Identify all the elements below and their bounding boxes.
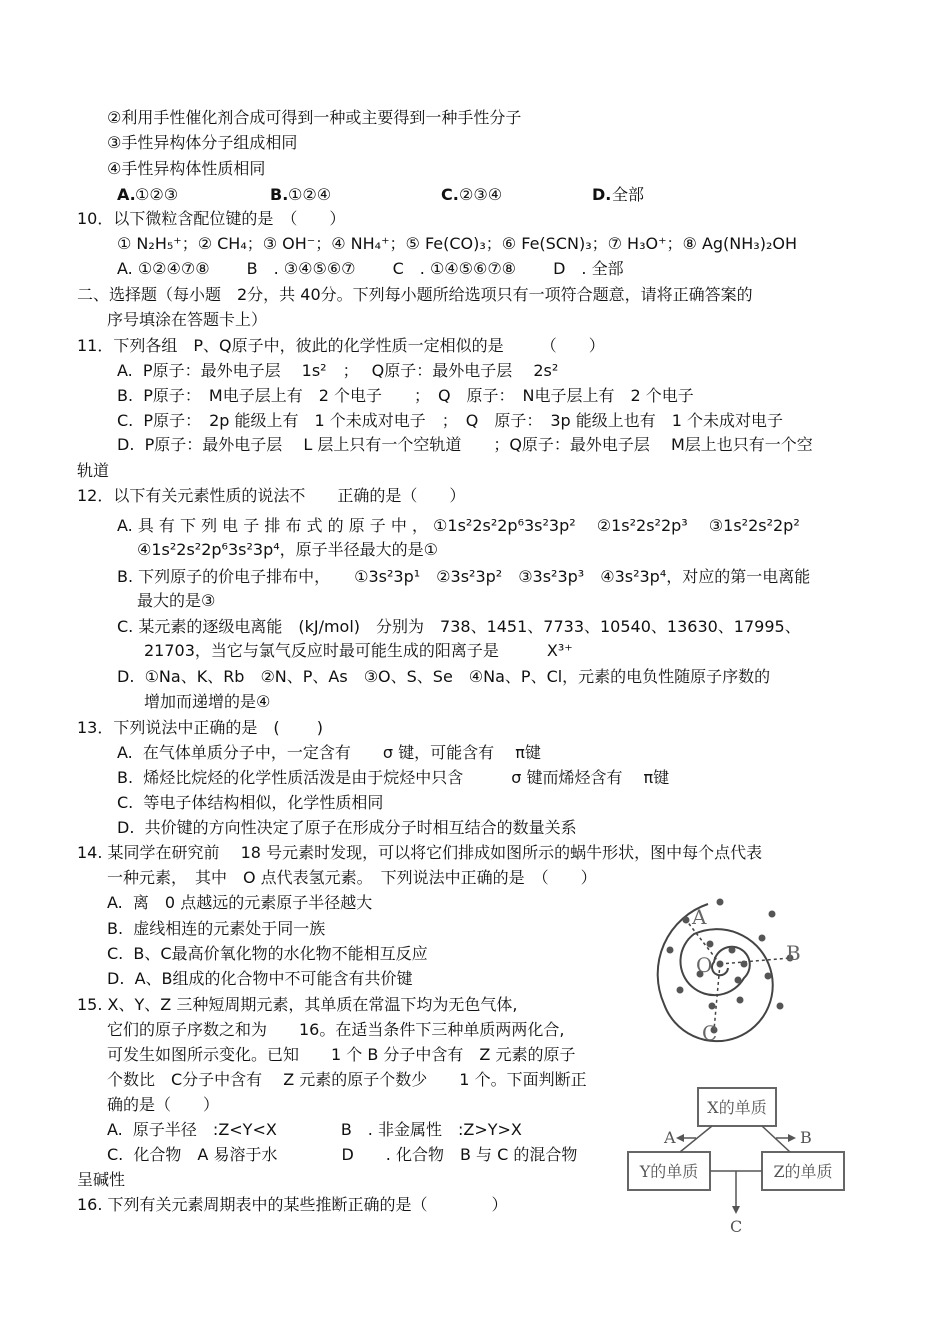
- q10-options: A. ①②④⑦⑧ B . ③④⑤⑥⑦ C . ①④⑤⑥⑦⑧ D . 全部: [117, 259, 624, 278]
- q15-stem: 15. X、Y、Z 三种短周期元素，其单质在常温下均为无色气体,: [77, 995, 518, 1014]
- q13-opt-c: C. 等电子体结构相似，化学性质相同: [117, 793, 384, 812]
- line-x-y: [680, 1126, 712, 1152]
- q9-opt-c: ②③④: [459, 185, 503, 204]
- q14-stem: 14. 某同学在研究前 18 号元素时发现，可以将它们排成如图所示的蜗牛形状，图中每个点代表: [77, 843, 763, 862]
- flow-label-b: B: [800, 1128, 812, 1147]
- q10-stem: 10．以下微粒含配位键的是 （ ）: [77, 209, 346, 228]
- q14-stem-cont: 一种元素， 其中 O 点代表氢元素。 下列说法中正确的是 （ ）: [107, 868, 597, 887]
- q13-opt-d: D. 共价键的方向性决定了原子在形成分子时相互结合的数量关系: [117, 818, 577, 837]
- snail-label-a: A: [692, 905, 707, 929]
- q15-opt-d-cont: 呈碱性: [77, 1170, 126, 1189]
- box-x-label: X的单质: [707, 1098, 767, 1117]
- q9-opt-c-label: C.: [441, 185, 459, 204]
- element-flow-diagram: [620, 1070, 850, 1240]
- q13-stem: 13．下列说法中正确的是 ( ): [77, 718, 323, 737]
- q12-opt-c-cont: 21703，当它与氯气反应时最可能生成的阳离子是 X³⁺: [144, 641, 573, 660]
- box-y-label: Y的单质: [639, 1162, 699, 1181]
- q14-opt-b: B. 虚线相连的元素处于同一族: [107, 919, 326, 938]
- q12-stem: 12．以下有关元素性质的说法不 正确的是（ ）: [77, 486, 466, 505]
- q14-opt-c: C. B、C最高价氧化物的水化物不能相互反应: [107, 944, 428, 963]
- q12-opt-b: B. 下列原子的价电子排布中， ①3s²3p¹ ②3s²3p² ③3s²3p³ ④3s²3p⁴，对应的第一电离能: [117, 567, 811, 586]
- stmt-4: ④手性异构体性质相同: [107, 159, 266, 178]
- q13-opt-b: B. 烯烃比烷烃的化学性质活泼是由于烷烃中只含 σ 键而烯烃含有 π键: [117, 768, 670, 787]
- q15-stem-5: 确的是（ ）: [107, 1095, 220, 1114]
- q15-stem-2: 它们的原子序数之和为 16。在适当条件下三种单质两两化合,: [107, 1020, 565, 1039]
- q12-opt-b-cont: 最大的是③: [137, 591, 216, 610]
- stmt-3: ③手性异构体分子组成相同: [107, 133, 298, 152]
- snail-label-c: C: [702, 1021, 718, 1045]
- stmt-2: ②利用手性催化剂合成可得到一种或主要得到一种手性分子: [107, 108, 522, 127]
- q14-opt-d: D. A、B组成的化合物中不可能含有共价键: [107, 969, 413, 988]
- q9-opt-a: ①②③: [135, 185, 179, 204]
- q10-species: ① N₂H₅⁺；② CH₄；③ OH⁻；④ NH₄⁺；⑤ Fe(CO)₃；⑥ Fe(SCN)₃；⑦ H₃O⁺；⑧ Ag(NH₃)₂OH: [117, 234, 797, 253]
- q11-stem: 11．下列各组 P、Q原子中，彼此的化学性质一定相似的是 （ ）: [77, 336, 605, 355]
- q12-opt-a-cont: ④1s²2s²2p⁶3s²3p⁴，原子半径最大的是①: [137, 540, 438, 559]
- q11-opt-a: A. P原子：最外电子层 1s² ； Q原子：最外电子层 2s²: [117, 361, 559, 380]
- section-2-heading-cont: 序号填涂在答题卡上）: [107, 310, 268, 329]
- q9-opt-d: 全部: [612, 185, 645, 204]
- q12-opt-d: D. ①Na、K、Rb ②N、P、As ③O、S、Se ④Na、P、Cl，元素的电负性随原子序数的: [117, 667, 771, 686]
- q11-opt-b: B. P原子： M电子层上有 2 个电子 ； Q 原子： N电子层上有 2 个电子: [117, 386, 694, 405]
- flow-label-a: A: [664, 1128, 676, 1147]
- q15-stem-4: 个数比 C分子中含有 Z 元素的原子个数少 1 个。下面判断正: [107, 1070, 587, 1089]
- q15-opt-ab: A. 原子半径 :Z<Y<X B . 非金属性 :Z>Y>X: [107, 1120, 522, 1139]
- line-x-z: [762, 1126, 790, 1152]
- q9-opt-d-label: D.: [592, 185, 612, 204]
- q11-opt-d-cont: 轨道: [77, 461, 110, 480]
- q13-opt-a: A. 在气体单质分子中，一定含有 σ 键，可能含有 π键: [117, 743, 541, 762]
- q15-stem-3: 可发生如图所示变化。已知 1 个 B 分子中含有 Z 元素的原子: [107, 1045, 576, 1064]
- snail-diagram: [640, 880, 810, 1050]
- q9-opt-b: ①②④: [288, 185, 332, 204]
- q16-stem: 16. 下列有关元素周期表中的某些推断正确的是（ ）: [77, 1195, 508, 1214]
- q11-opt-d: D. P原子：最外电子层 L 层上只有一个空轨道 ；Q原子：最外电子层 M层上也只有一个空: [117, 435, 813, 454]
- q12-opt-d-cont: 增加而递增的是④: [144, 692, 271, 711]
- dashed-line-1: [720, 958, 790, 964]
- snail-label-b: B: [786, 941, 801, 965]
- snail-dots: [667, 899, 794, 1034]
- q15-opt-cd: C. 化合物 A 易溶于水 D . 化合物 B 与 C 的混合物: [107, 1145, 578, 1164]
- snail-label-o: O: [696, 953, 713, 977]
- box-z-label: Z的单质: [773, 1162, 833, 1181]
- q9-opt-b-label: B.: [270, 185, 289, 204]
- q11-opt-c: C. P原子： 2p 能级上有 1 个未成对电子 ； Q 原子： 3p 能级上也有 1 个未成对电子: [117, 411, 784, 430]
- section-2-heading: 二、选择题（每小题 2分，共 40分。下列每小题所给选项只有一项符合题意，请将正确答案的: [77, 285, 753, 304]
- q9-opt-a-label: A.: [117, 185, 136, 204]
- q12-opt-a: A. 具 有 下 列 电 子 排 布 式 的 原 子 中 ， ①1s²2s²2p⁶3s²3p² ②1s²2s²2p³ ③1s²2s²2p²: [117, 516, 800, 535]
- q14-opt-a: A. 离 0 点越远的元素原子半径越大: [107, 893, 373, 912]
- flow-label-c: C: [730, 1217, 743, 1236]
- q12-opt-c: C. 某元素的逐级电离能 (kJ/mol) 分别为 738、1451、7733、10540、13630、17995、: [117, 617, 801, 636]
